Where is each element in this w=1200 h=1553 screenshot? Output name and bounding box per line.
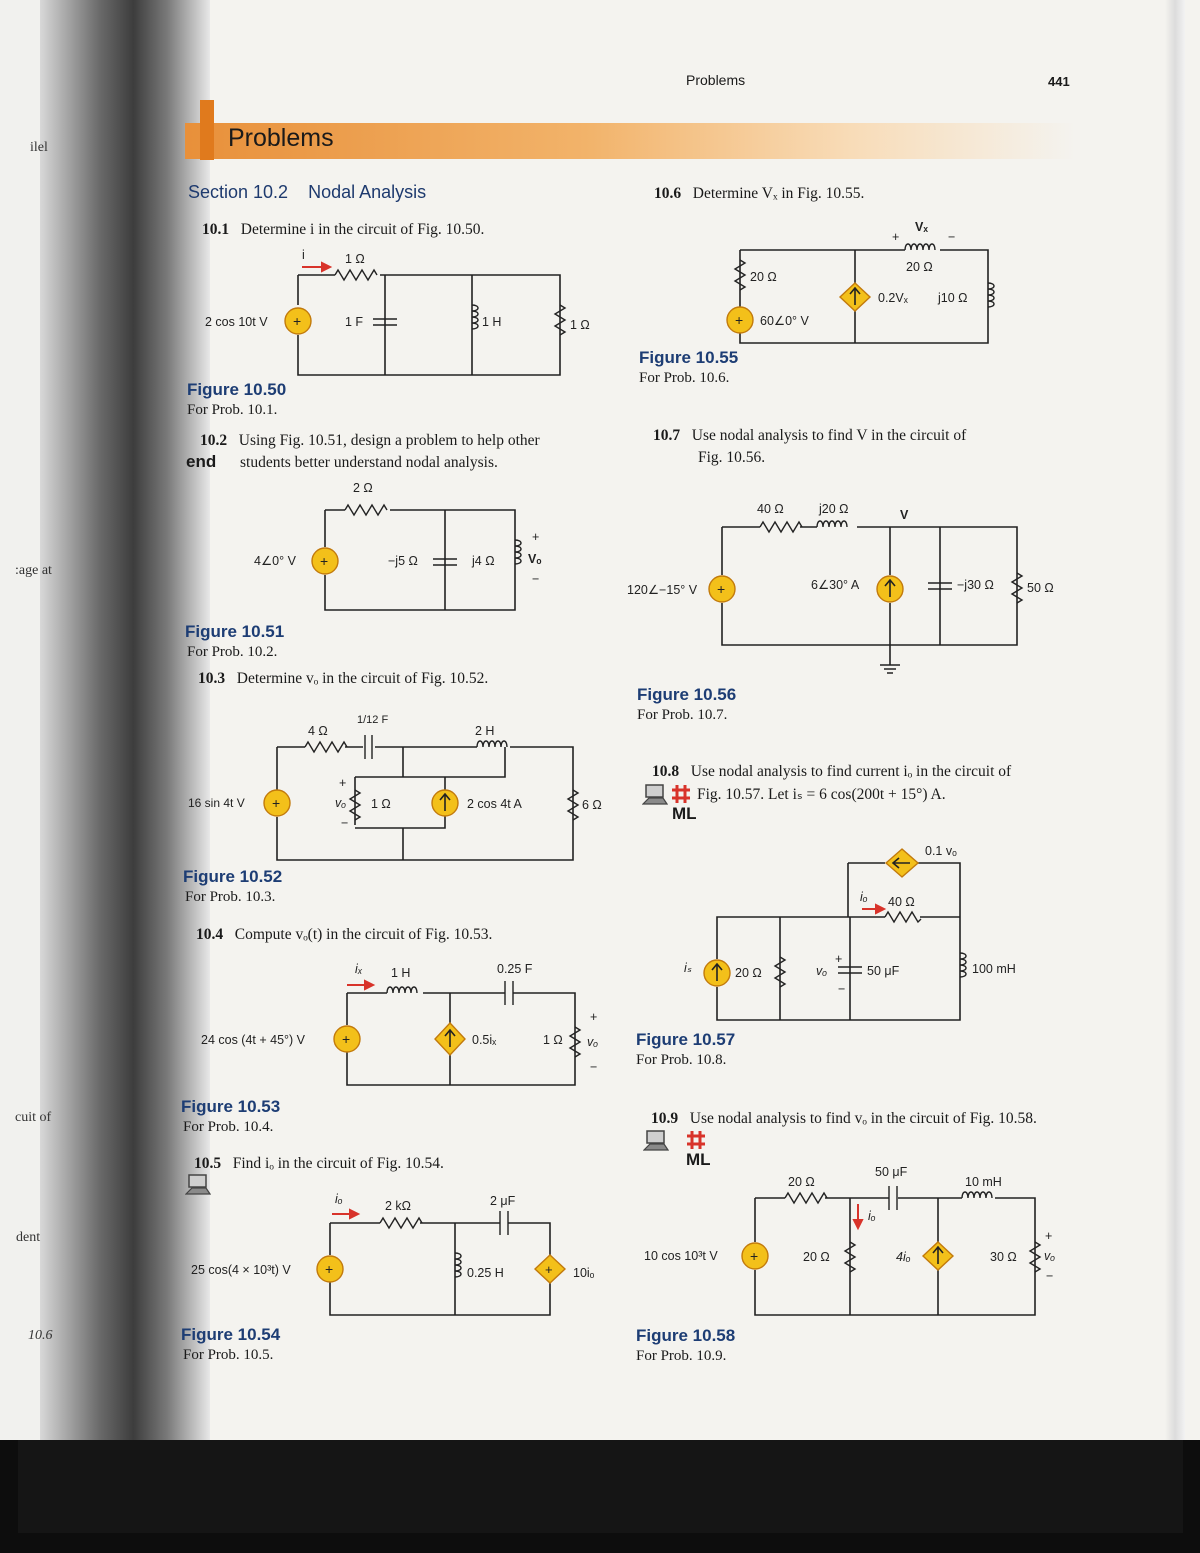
problem-10-9 xyxy=(651,1108,1037,1130)
voltage-label: vₒ xyxy=(587,1035,599,1049)
figure-caption: For Prob. 10.3. xyxy=(185,889,276,905)
voltage-label: Vₓ xyxy=(915,220,928,234)
circuit-figure-10-50 xyxy=(190,245,610,380)
dependent-source-label: 0.1 vₒ xyxy=(925,844,957,858)
node-voltage-label: V xyxy=(900,508,909,522)
computer-icon xyxy=(642,782,668,808)
problem-number: 10.1 xyxy=(202,221,230,238)
resistor-label: 20 Ω xyxy=(906,260,933,274)
svg-text:+: + xyxy=(750,1248,759,1264)
figure-label: Figure 10.53 xyxy=(181,1097,281,1116)
problem-number: 10.8 xyxy=(652,763,680,780)
circuit-figure-10-58 xyxy=(640,1160,1070,1325)
minus-sign: − xyxy=(341,816,349,830)
figure-label: Figure 10.50 xyxy=(187,380,287,399)
current-source-label: 2 cos 4t A xyxy=(467,797,522,811)
inductor-label: 2 H xyxy=(475,724,495,738)
margin-fragment: cuit of xyxy=(15,1110,52,1125)
figure-caption: For Prob. 10.6. xyxy=(639,370,730,386)
inductor-label: j4 Ω xyxy=(472,554,495,568)
svg-text:+: + xyxy=(735,312,744,328)
page-number: 441 xyxy=(1048,74,1070,89)
source-label: iₛ xyxy=(684,961,692,975)
resistor-label: 2 Ω xyxy=(353,481,373,495)
resistor-label: 30 Ω xyxy=(990,1250,1017,1264)
voltage-label: Vₒ xyxy=(528,552,542,566)
figure-caption: For Prob. 10.9. xyxy=(636,1348,727,1364)
svg-text:+: + xyxy=(320,553,329,569)
source-label: 4∠0° V xyxy=(254,554,296,568)
figure-label: Figure 10.57 xyxy=(636,1030,736,1049)
problem-text-line2: Fig. 10.56. xyxy=(698,449,766,466)
capacitor-label: −j30 Ω xyxy=(957,578,994,592)
svg-text:+: + xyxy=(272,795,281,811)
svg-text:+: + xyxy=(545,1262,553,1277)
svg-text:+: + xyxy=(342,1031,351,1047)
source-label: 60∠0° V xyxy=(760,314,809,328)
problem-10-7 xyxy=(653,425,966,447)
problem-10-1 xyxy=(202,219,484,241)
figure-caption: For Prob. 10.1. xyxy=(187,402,278,418)
problem-text: Determine vₒ in the circuit of Fig. 10.52. xyxy=(236,670,489,687)
dependent-source-label: 10iₒ xyxy=(573,1266,595,1280)
margin-fragment: 10.6 xyxy=(28,1328,53,1343)
plus-sign: + xyxy=(590,1010,598,1024)
problem-text-line2: Fig. 10.57. Let iₛ = 6 cos(200t + 15°) A. xyxy=(697,786,946,803)
figure-label: Figure 10.51 xyxy=(185,622,285,641)
capacitor-label: 2 μF xyxy=(490,1194,516,1208)
dependent-source-label: 4iₒ xyxy=(896,1250,911,1264)
circuit-figure-10-52 xyxy=(185,705,625,865)
problem-10-3 xyxy=(198,668,488,690)
problem-text: Use nodal analysis to find vₒ in the circuit of Fig. 10.58. xyxy=(689,1110,1037,1127)
circuit-figure-10-57 xyxy=(680,835,1080,1025)
problem-number: 10.2 xyxy=(200,432,228,449)
figure-label: Figure 10.56 xyxy=(637,685,737,704)
margin-fragment: ilel xyxy=(30,140,48,155)
inductor-label: 1 H xyxy=(391,966,411,980)
circuit-figure-10-53 xyxy=(195,955,615,1095)
problem-10-8 xyxy=(652,761,1011,783)
circuit-figure-10-51 xyxy=(240,475,560,615)
problem-text: Compute vₒ(t) in the circuit of Fig. 10.53. xyxy=(234,926,493,943)
plus-sign: + xyxy=(892,230,900,244)
ml-badge: ML xyxy=(672,804,697,823)
computer-icon xyxy=(643,1128,669,1154)
resistor-label: 50 Ω xyxy=(1027,581,1054,595)
voltage-label: vₒ xyxy=(1044,1249,1056,1263)
inductor-label: 1 H xyxy=(482,315,502,329)
voltage-label: vₒ xyxy=(335,796,347,810)
resistor-label: 4 Ω xyxy=(308,724,328,738)
dependent-source-label: 0.5iₓ xyxy=(472,1033,497,1047)
resistor-label: 20 Ω xyxy=(803,1250,830,1264)
resistor-label: 6 Ω xyxy=(582,798,602,812)
problem-text: Use nodal analysis to find V in the circuit of xyxy=(691,427,967,444)
resistor-label: 1 Ω xyxy=(543,1033,563,1047)
resistor-label: 1 Ω xyxy=(371,797,391,811)
source-label: 16 sin 4t V xyxy=(188,796,245,810)
section-heading: Section 10.2 Nodal Analysis xyxy=(188,182,427,202)
circuit-figure-10-55 xyxy=(720,215,1020,350)
hash-icon xyxy=(685,1129,707,1151)
minus-sign: − xyxy=(838,982,846,996)
inductor-label: 10 mH xyxy=(965,1175,1002,1189)
capacitor-label: 1 F xyxy=(345,315,364,329)
plus-sign: + xyxy=(835,952,843,966)
figure-caption: For Prob. 10.8. xyxy=(636,1052,727,1068)
margin-fragment: :age at xyxy=(15,563,52,578)
figure-label: Figure 10.54 xyxy=(181,1325,281,1344)
resistor-label: 1 Ω xyxy=(345,252,365,266)
ml-badge: ML xyxy=(686,1150,711,1169)
circuit-figure-10-54 xyxy=(185,1185,625,1325)
svg-text:+: + xyxy=(717,581,726,597)
hash-icon xyxy=(670,783,692,805)
resistor-label: 40 Ω xyxy=(888,895,915,909)
page-edge xyxy=(1165,0,1185,1440)
current-label: iₒ xyxy=(335,1192,343,1206)
source-label: 120∠−15° V xyxy=(627,583,698,597)
problem-number: 10.6 xyxy=(654,185,682,202)
current-label: iₒ xyxy=(868,1209,876,1223)
current-label: iₒ xyxy=(860,890,868,904)
problem-text: Using Fig. 10.51, design a problem to help other xyxy=(238,432,540,449)
capacitor-label: −j5 Ω xyxy=(388,554,418,568)
inductor-label: j20 Ω xyxy=(819,502,849,516)
problem-number: 10.3 xyxy=(198,670,226,687)
resistor-label: 2 kΩ xyxy=(385,1199,412,1213)
problem-number: 10.5 xyxy=(194,1155,222,1172)
minus-sign: − xyxy=(532,572,540,586)
problem-text: Find iₒ in the circuit of Fig. 10.54. xyxy=(232,1155,444,1172)
figure-label: Figure 10.55 xyxy=(639,348,739,367)
figure-caption: For Prob. 10.5. xyxy=(183,1347,274,1363)
resistor-label: 20 Ω xyxy=(735,966,762,980)
resistor-label: 20 Ω xyxy=(750,270,777,284)
plus-sign: + xyxy=(339,776,347,790)
figure-label: Figure 10.58 xyxy=(636,1326,736,1345)
plus-sign: + xyxy=(1045,1229,1053,1243)
problem-number: 10.9 xyxy=(651,1110,679,1127)
figure-label: Figure 10.52 xyxy=(183,867,283,886)
capacitor-label: 0.25 F xyxy=(497,962,533,976)
inductor-label: j10 Ω xyxy=(938,291,968,305)
current-label: i xyxy=(302,248,305,262)
scanner-bottom-border xyxy=(0,1440,1200,1553)
problem-10-4 xyxy=(196,924,492,946)
problem-number: 10.4 xyxy=(196,926,224,943)
circuit-figure-10-56 xyxy=(625,495,1075,680)
minus-sign: − xyxy=(590,1060,598,1074)
current-source-label: 6∠30° A xyxy=(811,578,860,592)
capacitor-label: 50 μF xyxy=(875,1165,908,1179)
svg-text:+: + xyxy=(293,313,302,329)
source-label: 25 cos(4 × 10³t) V xyxy=(191,1263,291,1277)
problem-text: Determine i in the circuit of Fig. 10.50. xyxy=(240,221,485,238)
current-label: iₓ xyxy=(355,962,363,976)
problem-text-line2: students better understand nodal analysis. xyxy=(240,454,498,471)
minus-sign: − xyxy=(948,230,956,244)
minus-sign: − xyxy=(1046,1269,1054,1283)
capacitor-label: 50 μF xyxy=(867,964,900,978)
banner-title: Problems xyxy=(228,124,334,152)
capacitor-label: 1/12 F xyxy=(357,714,389,726)
resistor-label: 40 Ω xyxy=(757,502,784,516)
margin-fragment: dent xyxy=(16,1230,41,1245)
problem-text: Determine Vₓ in Fig. 10.55. xyxy=(692,185,865,202)
problem-text: Use nodal analysis to find current iₒ in the circuit of xyxy=(690,763,1012,780)
running-title: Problems xyxy=(686,72,746,88)
resistor-label: 1 Ω xyxy=(570,318,590,332)
inductor-label: 100 mH xyxy=(972,962,1016,976)
dependent-source-label: 0.2Vₓ xyxy=(878,291,908,305)
plus-sign: + xyxy=(532,530,540,544)
design-badge: end xyxy=(186,452,217,471)
voltage-label: vₒ xyxy=(816,964,828,978)
figure-caption: For Prob. 10.2. xyxy=(187,644,278,660)
problem-10-6 xyxy=(654,183,864,205)
left-facing-page xyxy=(0,0,42,1440)
inductor-label: 0.25 H xyxy=(467,1266,504,1280)
svg-text:+: + xyxy=(325,1261,334,1277)
source-label: 24 cos (4t + 45°) V xyxy=(201,1033,306,1047)
figure-caption: For Prob. 10.7. xyxy=(637,707,728,723)
banner-accent-bar xyxy=(200,100,214,160)
source-label: 10 cos 10³t V xyxy=(644,1249,718,1263)
problem-10-5 xyxy=(194,1153,444,1175)
source-label: 2 cos 10t V xyxy=(205,315,268,329)
resistor-label: 20 Ω xyxy=(788,1175,815,1189)
figure-caption: For Prob. 10.4. xyxy=(183,1119,274,1135)
problem-10-2 xyxy=(200,430,540,452)
problem-number: 10.7 xyxy=(653,427,681,444)
